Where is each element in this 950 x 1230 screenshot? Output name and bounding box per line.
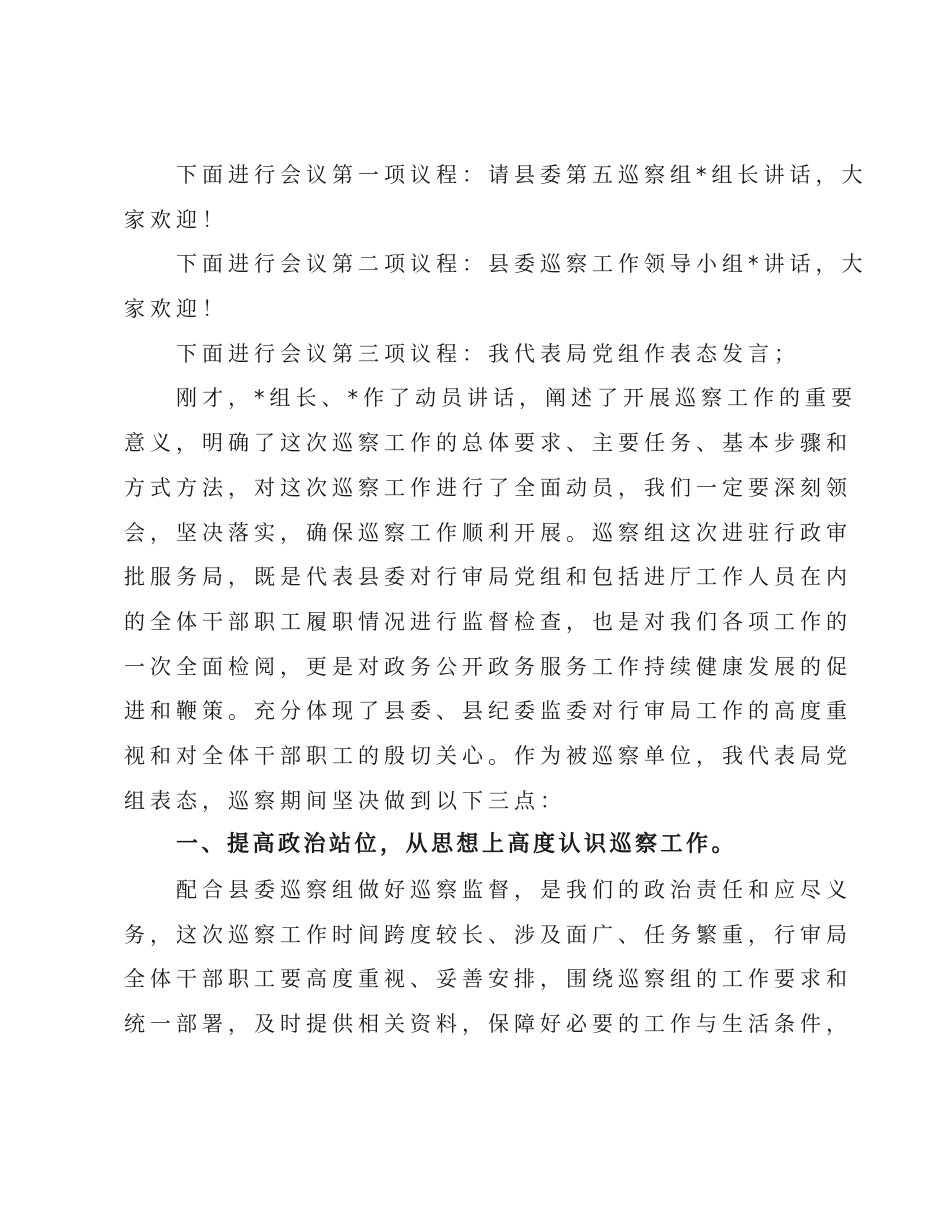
- text-line: 下面进行会议第三项议程：我代表局党组作表态发言；: [176, 341, 800, 366]
- text-line: 家欢迎！: [124, 207, 228, 232]
- text-line: 全体干部职工要高度重视、妥善安排，围绕巡察组的工作要求和: [124, 967, 852, 992]
- text-line: 视和对全体干部职工的殷切关心。作为被巡察单位，我代表局党: [124, 743, 852, 768]
- section-heading: [124, 823, 836, 868]
- text-line: 下面进行会议第一项议程：请县委第五巡察组*组长讲话，大: [176, 163, 868, 187]
- text-line: 一、提高政治站位，从思想上高度认识巡察工作。: [176, 832, 738, 858]
- text-line: 意义，明确了这次巡察工作的总体要求、主要任务、基本步骤和: [124, 431, 852, 456]
- text-line: 家欢迎！: [124, 297, 228, 322]
- text-line: 刚才，*组长、*作了动员讲话，阐述了开展巡察工作的重要: [176, 386, 857, 411]
- paragraph: [124, 242, 868, 331]
- paragraph: [124, 332, 836, 377]
- text-line: 批服务局，既是代表县委对行审局党组和包括进厅工作人员在内: [124, 565, 852, 590]
- text-line: 方式方法，对这次巡察工作进行了全面动员，我们一定要深刻领: [124, 475, 852, 500]
- text-line: 务，这次巡察工作时间跨度较长、涉及面广、任务繁重，行审局: [124, 922, 852, 947]
- text-line: 统一部署，及时提供相关资料，保障好必要的工作与生活条件，: [124, 1012, 852, 1037]
- text-line: 进和鞭策。充分体现了县委、县纪委监委对行审局工作的高度重: [124, 699, 852, 724]
- text-line: 下面进行会议第二项议程：县委巡察工作领导小组*讲话，大: [176, 252, 868, 277]
- text-line: 组表态，巡察期间坚决做到以下三点：: [124, 788, 566, 813]
- text-line: 的全体干部职工履职情况进行监督检查，也是对我们各项工作的: [124, 609, 852, 634]
- paragraph: [124, 153, 868, 242]
- text-line: 配合县委巡察组做好巡察监督，是我们的政治责任和应尽义: [176, 878, 852, 902]
- document-page: [124, 153, 868, 1047]
- paragraph: [124, 376, 857, 823]
- paragraph: [124, 868, 852, 1047]
- text-line: 一次全面检阅，更是对政务公开政务服务工作持续健康发展的促: [124, 654, 852, 679]
- text-line: 会，坚决落实，确保巡察工作顺利开展。巡察组这次进驻行政审: [124, 520, 852, 545]
